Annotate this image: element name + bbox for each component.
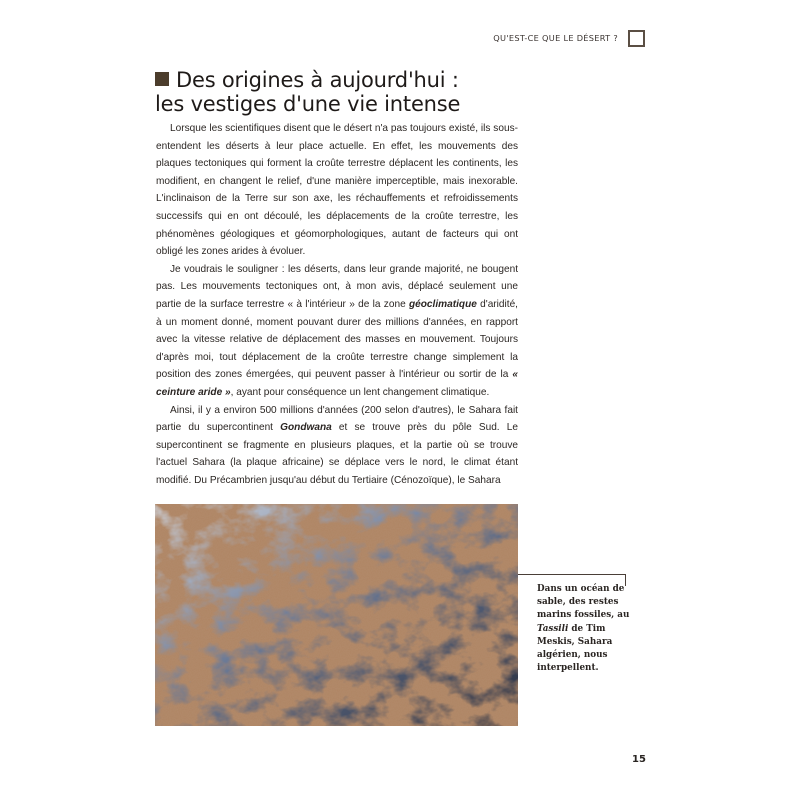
title-line-1: Des origines à aujourd'hui : <box>176 68 459 92</box>
paragraph-2 <box>156 261 518 402</box>
title-line-2: les vestiges d'une vie intense <box>155 92 461 116</box>
title-square-icon <box>155 72 169 86</box>
body-text <box>156 120 518 489</box>
caption-term-tassili: Tassili <box>537 623 569 634</box>
photo-texture <box>155 504 518 726</box>
paragraph-3-text: Ainsi, il y a environ 500 millions d'années (200 selon d'autres), le Sahara fait partie du supercontinent <box>156 404 518 434</box>
caption-leader-line <box>518 574 626 575</box>
running-head-box <box>628 30 645 47</box>
term-gondwana: Gondwana <box>280 422 332 434</box>
paragraph-1: Lorsque les scientifiques disent que le désert n'a pas toujours existé, ils sous-entendent les déserts à leur place actuelle. En effet, les mouvements des plaques tectoniques qui forment la croûte terrestre déplacent les continents, les modifient, en changent le relief, d'une manière imperceptible, mais inexorable. L'inclinaison de la Terre sur son axe, les réchauffements et refroidissements successifs qui en ont découlé, les déplacements de la croûte terrestre, les phénomènes géologiques et géomorphologiques, autant de facteurs qui ont obligé les zones arides à évoluer. <box>156 123 518 258</box>
term-geoclimatique: géoclimatique <box>408 298 477 310</box>
caption-text: de Tim Meskis, Sahara algérien, nous interpellent. <box>537 623 613 674</box>
fossil-rock-photo <box>155 504 518 726</box>
paragraph-2-text: , ayant pour conséquence un lent changement climatique. <box>230 386 490 398</box>
paragraph-2-text: Je voudrais le souligner : les déserts, dans leur grande majorité, ne bougent pas. Les mouvements tectoniques ont, à mon avis, déplacé seulement une partie de la surface terrestre « à l'intérieur » de la zone <box>156 263 518 310</box>
page-title <box>155 68 535 116</box>
page-number: 15 <box>632 754 646 765</box>
rock-surface <box>155 504 518 726</box>
paragraph-3 <box>156 402 518 490</box>
paragraph-3-text: et se trouve près du pôle Sud. Le supercontinent se fragmente en plusieurs plaques, et la partie où se trouve l'actuel Sahara (la plaque africaine) se déplace vers le nord, le climat étant modifié. Du Précambrien jusqu'au début du Tertiaire (Cénozoïque), le Sahara <box>156 422 518 486</box>
paragraph-2-text: d'aridité, à un moment donné, moment pouvant durer des millions d'années, en rapport avec la vitesse relative de déplacement des masses en mouvement. Toujours d'après moi, tout déplacement de la croûte terrestre change simplement la position des zones émergées, qui peuvent passer à l'intérieur ou sortir de la <box>156 298 518 381</box>
figure-caption <box>537 583 637 675</box>
term-ceinture-aride: « ceinture aride » <box>156 369 518 398</box>
running-head: QU'EST-CE QUE LE DÉSERT ? <box>493 33 618 43</box>
caption-text: Dans un océan de sable, des restes marins fossiles, au <box>537 584 630 621</box>
